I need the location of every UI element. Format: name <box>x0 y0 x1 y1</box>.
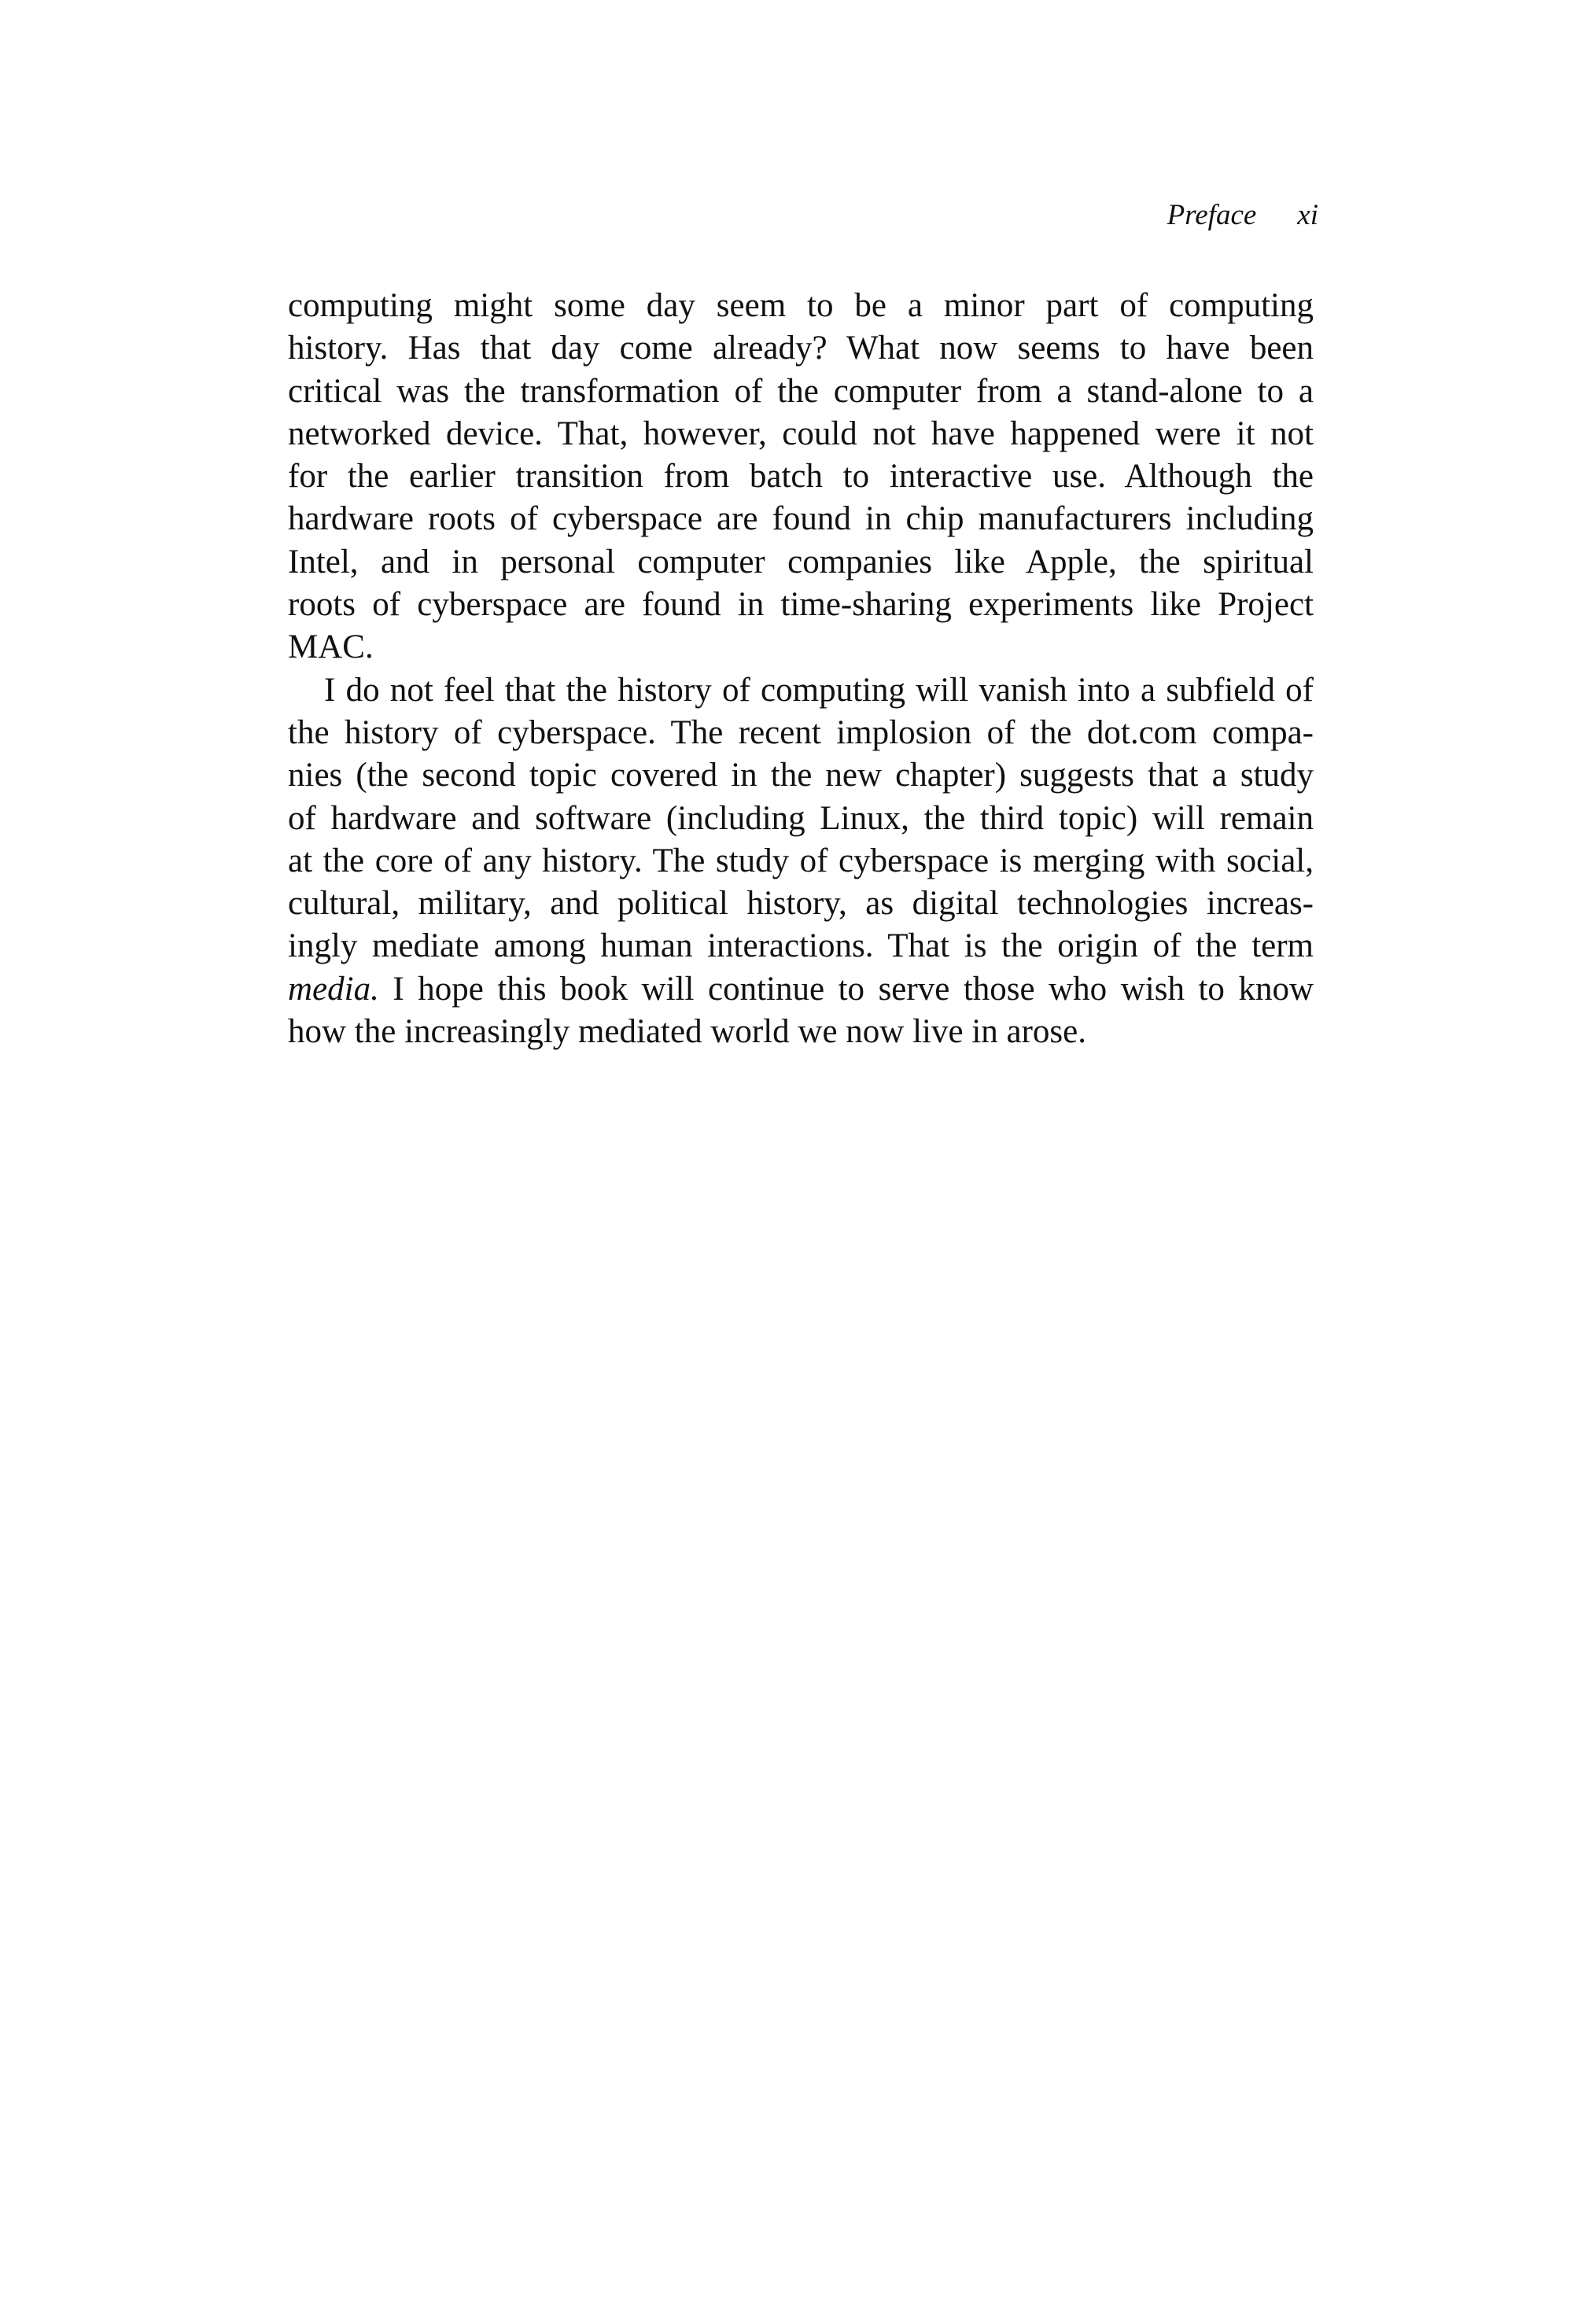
italic-term-media: media. <box>288 970 379 1008</box>
text-line: nies (the second topic covered in the new chapter) suggests that a study <box>288 757 1314 794</box>
text-line-remainder: I hope this book will continue to serve those who wish to know <box>393 970 1314 1008</box>
text-line: at the core of any history. The study of cyberspace is merging with social, <box>288 842 1314 879</box>
running-head-title: Preface <box>1167 199 1257 231</box>
text-line: how the increasingly mediated world we now live in arose. <box>288 1013 1086 1051</box>
running-head <box>1167 201 1318 230</box>
text-line: Intel, and in personal computer companies like Apple, the spiritual <box>288 543 1314 581</box>
text-line: history. Has that day come already? What now seems to have been <box>288 330 1314 367</box>
text-line: the history of cyberspace. The recent implosion of the dot.com compa- <box>288 713 1314 751</box>
paragraph-2 <box>288 669 1314 1054</box>
page-number: xi <box>1297 199 1318 231</box>
text-line: ingly mediate among human interactions. That is the origin of the term <box>288 927 1314 965</box>
text-line: networked device. That, however, could not have happened were it not <box>288 415 1314 452</box>
text-line-with-italic-term <box>288 968 1314 1011</box>
text-line: hardware roots of cyberspace are found in chip manufacturers including <box>288 500 1314 538</box>
text-line: for the earlier transition from batch to interactive use. Although the <box>288 458 1314 496</box>
text-line: critical was the transformation of the computer from a stand-alone to a <box>288 372 1314 410</box>
text-line: computing might some day seem to be a minor part of computing <box>288 287 1314 324</box>
text-line: of hardware and software (including Linux, the third topic) will remain <box>288 799 1314 837</box>
paragraph-1 <box>288 285 1314 669</box>
text-line: roots of cyberspace are found in time-sharing experiments like Project <box>288 586 1314 624</box>
text-line: MAC. <box>288 628 374 666</box>
body-text <box>288 285 1314 1053</box>
text-line: cultural, military, and political history, as digital technologies increas- <box>288 885 1314 923</box>
text-line: I do not feel that the history of computing will vanish into a subfield of <box>324 671 1314 709</box>
